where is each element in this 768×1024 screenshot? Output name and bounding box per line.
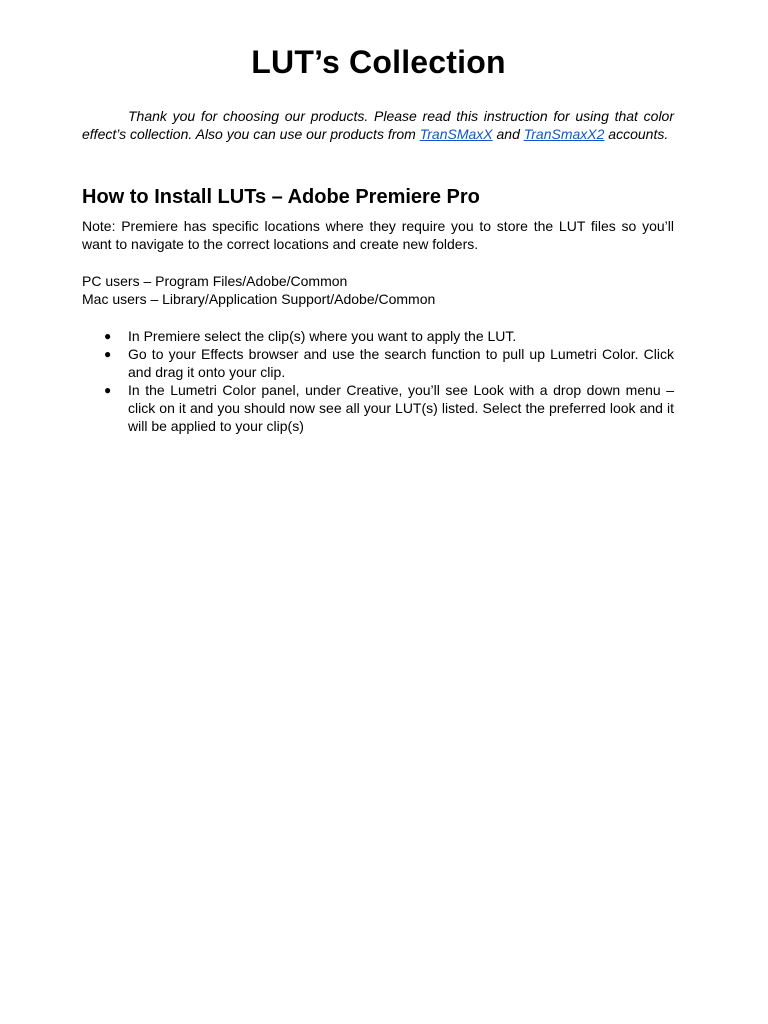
list-item — [82, 327, 674, 345]
transmaxx2-link[interactable]: TranSmaxX2 — [523, 126, 605, 142]
intro-text-after: accounts. — [604, 126, 669, 142]
list-item — [82, 381, 674, 435]
section-heading: How to Install LUTs – Adobe Premiere Pro — [82, 186, 480, 208]
note-paragraph: Note: Premiere has specific locations where they require you to store the LUT files so you’ll want to navigate to the correct locations and create new folders. — [82, 218, 674, 252]
transmaxx-link[interactable]: TranSMaxX — [419, 126, 493, 142]
bullet-icon: ● — [104, 329, 112, 343]
bullet-icon: ● — [104, 383, 112, 397]
step-text: In the Lumetri Color panel, under Creative, you’ll see Look with a drop down menu – click on it and you should now see all your LUT(s) listed. Select the preferred look and it will be applied to your clip(s) — [128, 382, 674, 434]
step-text: In Premiere select the clip(s) where you want to apply the LUT. — [128, 328, 517, 344]
step-text: Go to your Effects browser and use the search function to pull up Lumetri Color. Click and drag it onto your clip. — [128, 346, 674, 380]
steps-list — [82, 327, 674, 435]
intro-text-middle: and — [492, 126, 524, 142]
document-title: LUT’s Collection — [251, 44, 506, 80]
list-item — [82, 345, 674, 381]
mac-path-line: Mac users – Library/Application Support/Adobe/Common — [82, 291, 436, 307]
intro-paragraph — [82, 107, 674, 143]
install-paths — [82, 272, 674, 308]
bullet-icon: ● — [104, 347, 112, 361]
pc-path-line: PC users – Program Files/Adobe/Common — [82, 273, 348, 289]
intro-text-before: Thank you for choosing our products. Please read this instruction for using that color effect’s collection. Also you can use our products from — [82, 108, 674, 142]
